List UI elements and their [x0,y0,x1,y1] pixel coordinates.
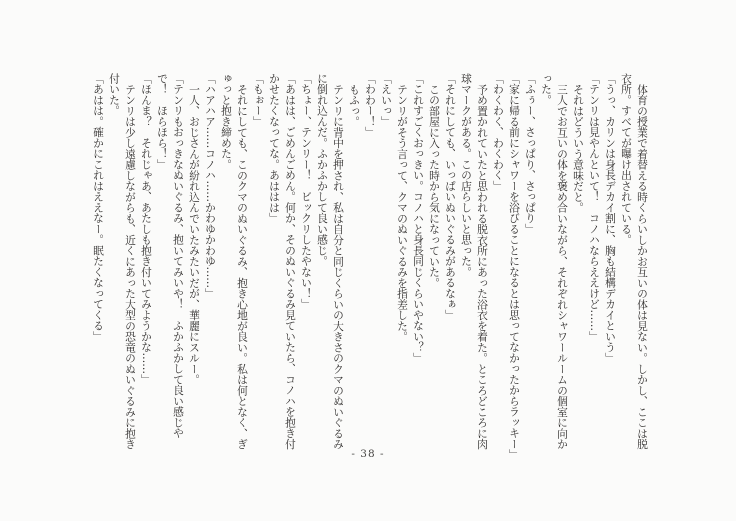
text-line: 球マークがある。この店らしいと思った。 [460,73,473,278]
text-line: 「ハアハア……コノハ……かわゆかわゆ……」 [204,73,217,299]
text-line: それはどういう意味だと。 [572,83,585,213]
text-line: 三人でお互いの体を褒め合いながら、それぞれシャワールームの個室に向か [556,83,569,450]
text-line: 「わわー！」 [364,73,377,138]
text-line: それにしても、このクマのぬいぐるみ、抱き心地が良い。私は何となく、ぎ [236,83,249,450]
text-line: テンリに背中を押され、私は自分と同じくらいの大きさのクマのぬいぐるみ [332,83,345,450]
text-line: ゅっと抱き締めた。 [220,73,233,170]
text-line: かせたくなってな。あははは」 [268,73,281,224]
text-line: 「ふぅー、さっぱり、さっぱり」 [524,73,537,235]
text-line: 「あはは、ごめんごめん。何か、そのぬいぐるみ見ていたら、コノハを抱き付 [284,73,297,450]
text-line: テンリは少し遠慮しながらも、近くにあった大型の恐竜のぬいぐるみに抱き [124,83,137,450]
text-line: 体育の授業で着替える時くらいしかお互いの体は見ない。しかし、ここは脱 [636,83,649,450]
text-line: 「テンリは見やんといて！ コノハならええけど……」 [588,73,601,342]
text-line: 予め置かれていたと思われる脱衣所にあった浴衣を着た。ところどころに肉 [476,83,489,450]
text-line: に倒れ込んだ。ふかふかして良い感じ。 [316,73,329,267]
text-line: 「テンリもおっきなぬいぐるみ、抱いてみいや！ ふかふかして良い感じや [172,73,185,439]
text-line: 「わくわく、わくわく」 [492,73,505,192]
text-line: もふっ。 [348,83,361,127]
text-line: 「家に帰る前にシャワーを浴びることになるとは思ってなかったからラッキー」 [508,73,521,460]
text-line: 「あはは。確かにこれはええなー。眠たくなってくる」 [92,73,105,342]
text-line: で！ ほらほら！」 [156,73,169,170]
text-line: 「うっ、カリンは身長デカイ割に、胸も結構デカイという」 [604,73,617,364]
text-line: テンリがそう言って、クマのぬいぐるみを指差した。 [396,83,409,342]
text-line: 付いた。 [108,73,121,116]
text-line: 「ちょー、テンリー！ ビックリしたやない！」 [300,73,313,310]
page-number: - 38 - [351,448,385,460]
text-line: 「それにしても、いっぱいぬいぐるみがあるなぁ」 [444,73,457,321]
text-line: この部屋に入った時から気になっていた。 [428,83,441,288]
text-line: 「えいっ」 [380,73,393,127]
text-line: 「これすごくおっきい。コノハと身長同じくらいやない？」 [412,73,425,364]
text-line: 一人、おじさんが紛れ込んでいたみたいだが、華麗にスルー。 [188,83,201,385]
text-line: った。 [540,73,553,106]
text-line: 衣所。すべてが曝け出されている。 [620,73,633,245]
text-line: 「ほんま？ それじゃあ、あたしも抱き付いてみようかな……」 [140,73,153,385]
text-line: 「もぉー」 [252,73,265,127]
